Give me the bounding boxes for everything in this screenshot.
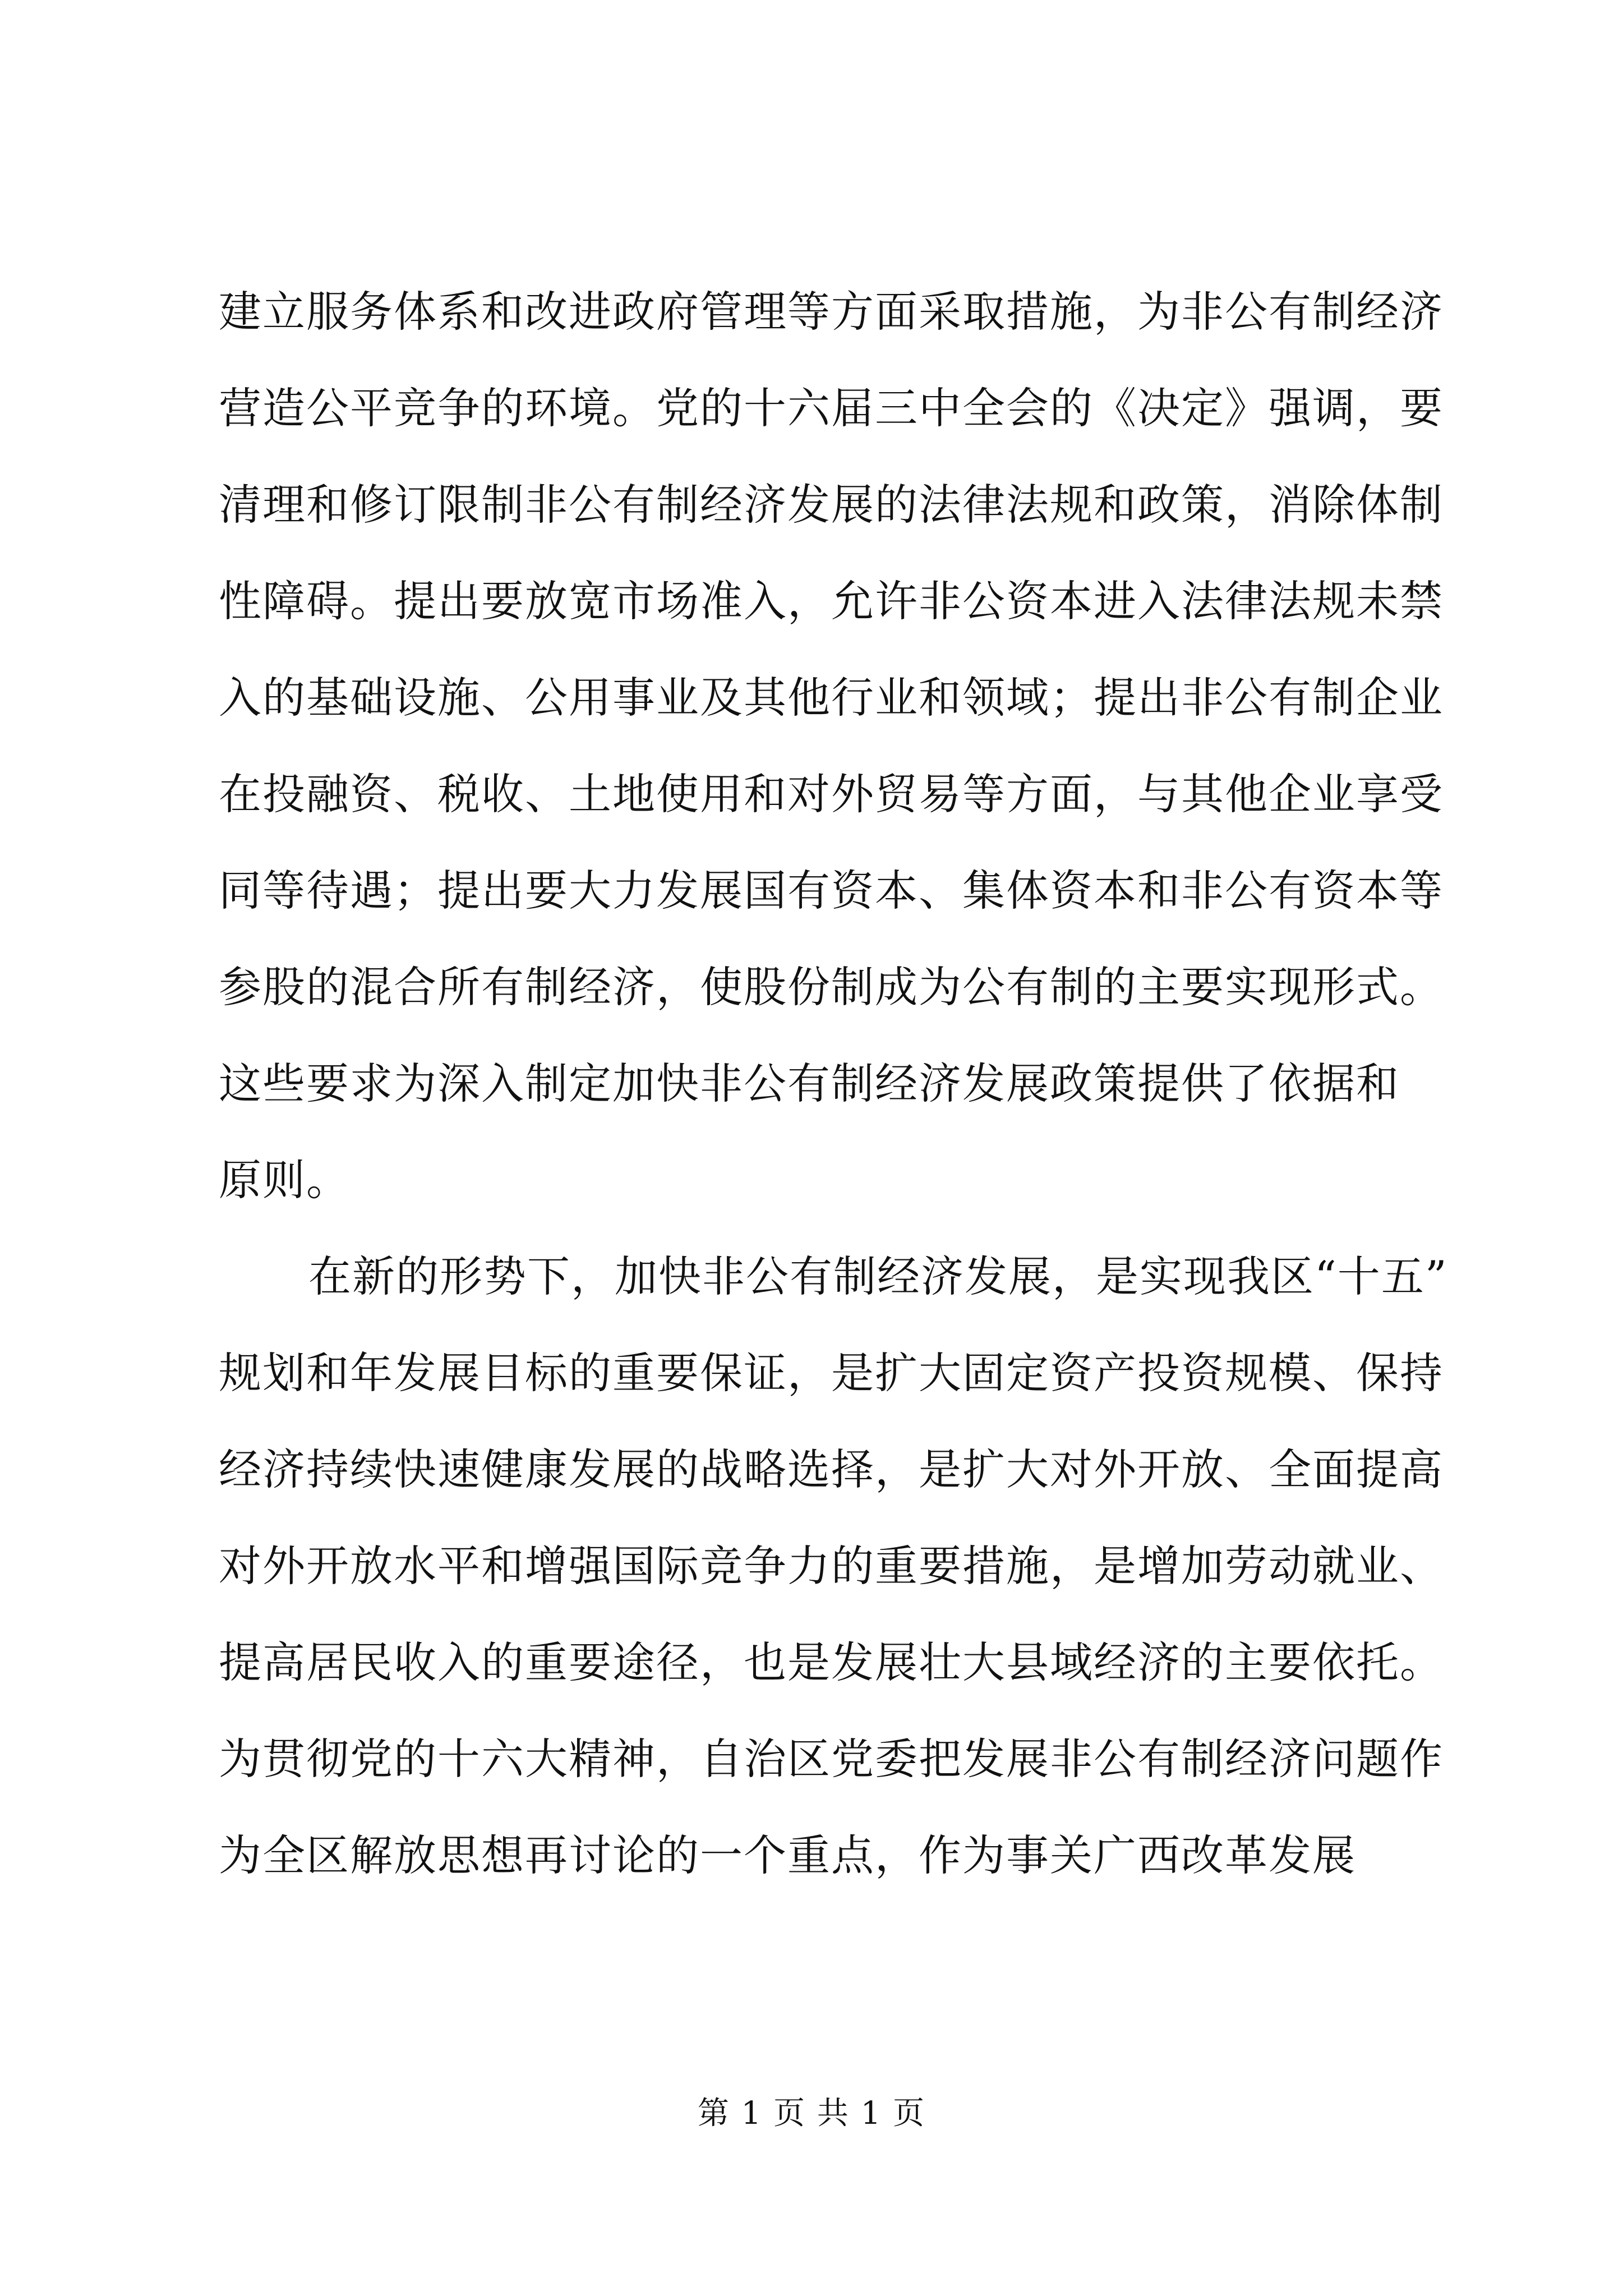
page-number-footer: 第 1 页 共 1 页 [697,2095,926,2132]
text-line: 规划和年发展目标的重要保证，是扩大固定资产投资规模、保持 [219,1348,1444,1398]
text-line: 提高居民收入的重要途径，也是发展壮大县域经济的主要依托。 [219,1637,1444,1687]
text-line: 建立服务体系和改进政府管理等方面采取措施，为非公有制经济 [219,287,1444,337]
text-line: 清理和修订限制非公有制经济发展的法律法规和政策，消除体制 [219,480,1444,530]
text-line: 这些要求为深入制定加快非公有制经济发展政策提供了依据和 [219,1059,1400,1108]
text-line: 对外开放水平和增强国际竞争力的重要措施，是增加劳动就业、 [219,1541,1444,1591]
text-line: 参股的混合所有制经济，使股份制成为公有制的主要实现形式。 [219,962,1444,1012]
text-line: 营造公平竞争的环境。党的十六届三中全会的《决定》强调，要 [219,383,1444,433]
text-line: 经济持续快速健康发展的战略选择，是扩大对外开放、全面提高 [219,1444,1444,1494]
body-text [219,264,1453,1904]
paragraph-first-line: 在新的形势下，加快非公有制经济发展，是实现我区“十五” [308,1251,1448,1301]
text-line: 为贯彻党的十六大精神，自治区党委把发展非公有制经济问题作 [219,1734,1444,1784]
text-line: 同等待遇；提出要大力发展国有资本、集体资本和非公有资本等 [219,866,1444,915]
text-line: 入的基础设施、公用事业及其他行业和领域；提出非公有制企业 [219,673,1444,723]
text-line: 为全区解放思想再讨论的一个重点，作为事关广西改革发展 [219,1830,1356,1880]
text-line: 性障碍。提出要放宽市场准入，允许非公资本进入法律法规未禁 [219,576,1444,626]
text-line: 原则。 [219,1155,350,1205]
text-line: 在投融资、税收、土地使用和对外贸易等方面，与其他企业享受 [219,769,1444,819]
